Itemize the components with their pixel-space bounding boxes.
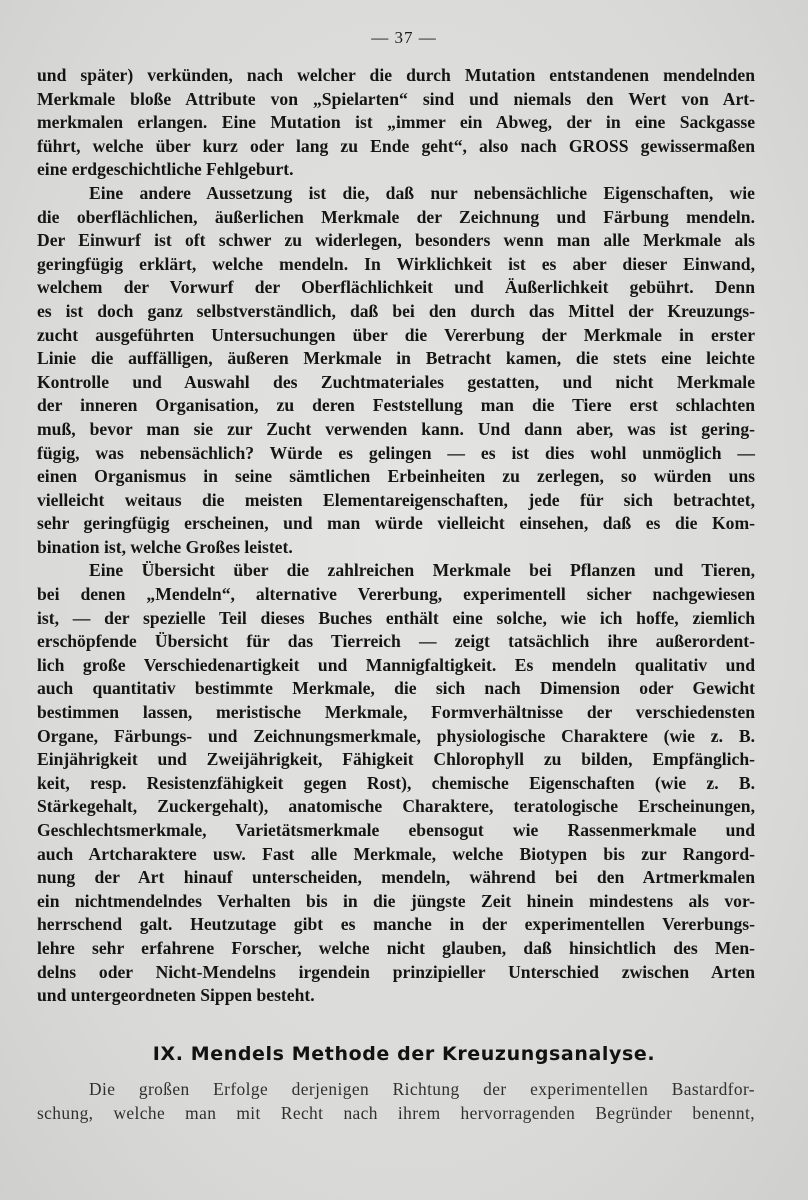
paragraph bbox=[37, 64, 755, 182]
text-line: merkmalen erlangen. Eine Mutation ist „immer ein Abweg, der in eine Sackgasse bbox=[37, 112, 755, 133]
text-line: bei denen „Mendeln“, alternative Vererbung, experimentell sicher nachgewiesen bbox=[37, 584, 755, 605]
text-line: delns oder Nicht-Mendelns irgendein prinzipieller Unterschied zwischen Arten bbox=[37, 961, 755, 982]
text-line: auch quantitativ bestimmte Merkmale, die sich nach Dimension oder Gewicht bbox=[37, 678, 755, 699]
text-line: ist, — der spezielle Teil dieses Buches enthält eine solche, wie ich hoffe, ziemlich bbox=[37, 607, 755, 628]
page-number: — 37 — bbox=[371, 28, 437, 47]
text-line: Der Einwurf ist oft schwer zu widerlegen, besonders wenn man alle Merkmale als bbox=[37, 230, 755, 251]
text-line: muß, bevor man sie zur Zucht verwenden kann. Und dann aber, was ist gering- bbox=[37, 418, 755, 439]
text-line: Eine Übersicht über die zahlreichen Merkmale bei Pflanzen und Tieren, bbox=[89, 560, 755, 581]
text-line: einen Organismus in seine sämtlichen Erbeinheiten zu zerlegen, so würden uns bbox=[37, 466, 755, 487]
text-line: bination ist, welche Großes leistet. bbox=[37, 536, 293, 557]
body-text bbox=[37, 64, 755, 1008]
text-line: schung, welche man mit Recht nach ihrem hervorragenden Begründer benennt, bbox=[37, 1102, 755, 1123]
text-line: nung der Art hinauf unterscheiden, mendeln, während bei den Artmerkmalen bbox=[37, 867, 755, 888]
text-line: vielleicht weitaus die meisten Elementareigenschaften, jede für sich betrachtet, bbox=[37, 489, 755, 510]
text-line: fügig, was nebensächlich? Würde es gelingen — es ist dies wohl unmöglich — bbox=[37, 442, 755, 463]
text-line: Stärkegehalt, Zuckergehalt), anatomische Charaktere, teratologische Erscheinungen, bbox=[37, 796, 755, 817]
text-line: lich große Verschiedenartigkeit und Mannigfaltigkeit. Es mendeln qualitativ und bbox=[37, 654, 755, 675]
text-line: eine erdgeschichtliche Fehlgeburt. bbox=[37, 159, 294, 180]
text-line: und untergeordneten Sippen besteht. bbox=[37, 985, 315, 1006]
text-line: zucht ausgeführten Untersuchungen über die Vererbung der Merkmale in erster bbox=[37, 324, 755, 345]
text-line: lehre sehr erfahrene Forscher, welche nicht glauben, daß hinsichtlich des Men- bbox=[37, 937, 755, 958]
text-line: keit, resp. Resistenzfähigkeit gegen Rost), chemische Eigenschaften (wie z. B. bbox=[37, 772, 755, 793]
text-line: erschöpfende Übersicht für das Tierreich — zeigt tatsächlich ihre außerordent- bbox=[37, 631, 755, 652]
text-line: Merkmale bloße Attribute von „Spielarten“ sind und niemals den Wert von Art- bbox=[37, 88, 755, 109]
text-line: bestimmen lassen, meristische Merkmale, Formverhältnisse der verschiedensten bbox=[37, 702, 755, 723]
text-line: herrschend galt. Heutzutage gibt es manche in der experimentellen Vererbungs- bbox=[37, 914, 755, 935]
text-line: Die großen Erfolge derjenigen Richtung der experimentellen Bastardfor- bbox=[89, 1079, 755, 1099]
text-line: Kontrolle und Auswahl des Zuchtmateriales gestatten, und nicht Merkmale bbox=[37, 371, 755, 392]
text-line: auch Artcharaktere usw. Fast alle Merkmale, welche Biotypen bis zur Rangord- bbox=[37, 843, 755, 864]
text-line: sehr geringfügig erscheinen, und man würde vielleicht einsehen, daß es die Kom- bbox=[37, 513, 755, 534]
text-line: die oberflächlichen, äußerlichen Merkmale der Zeichnung und Färbung mendeln. bbox=[37, 206, 755, 227]
text-line: Geschlechtsmerkmale, Varietätsmerkmale ebensogut wie Rassenmerkmale und bbox=[37, 820, 755, 840]
section-intro-text bbox=[37, 1078, 755, 1125]
text-line: ein nichtmendelndes Verhalten bis in die jüngste Zeit hinein mindestens als vor- bbox=[37, 890, 755, 911]
text-line: der inneren Organisation, zu deren Feststellung man die Tiere erst schlachten bbox=[37, 395, 755, 416]
text-line: es ist doch ganz selbstverständlich, daß bei den durch das Mittel der Kreuzungs- bbox=[37, 300, 755, 321]
paragraph bbox=[37, 182, 755, 560]
text-line: welchem der Vorwurf der Oberflächlichkeit und Äußerlichkeit gebührt. Denn bbox=[37, 277, 755, 298]
text-line: Organe, Färbungs- und Zeichnungsmerkmale, physiologische Charaktere (wie z. B. bbox=[37, 725, 755, 746]
text-line: Eine andere Aussetzung ist die, daß nur nebensächliche Eigenschaften, wie bbox=[89, 182, 755, 203]
text-line: führt, welche über kurz oder lang zu Ende geht“, also nach GROSS gewissermaßen bbox=[37, 135, 755, 156]
text-line: und später) verkünden, nach welcher die durch Mutation entstandenen mendelnden bbox=[37, 65, 755, 85]
paragraph bbox=[37, 559, 755, 1007]
text-line: Einjährigkeit und Zweijährigkeit, Fähigkeit Chlorophyll zu bilden, Empfänglich- bbox=[37, 749, 755, 770]
text-line: Linie die auffälligen, äußeren Merkmale in Betracht kamen, die stets eine leichte bbox=[37, 348, 755, 369]
text-line: geringfügig erklärt, welche mendeln. In Wirklichkeit ist es aber dieser Einwand, bbox=[37, 253, 755, 274]
section-heading: IX. Mendels Methode der Kreuzungsanalyse. bbox=[152, 1043, 656, 1065]
